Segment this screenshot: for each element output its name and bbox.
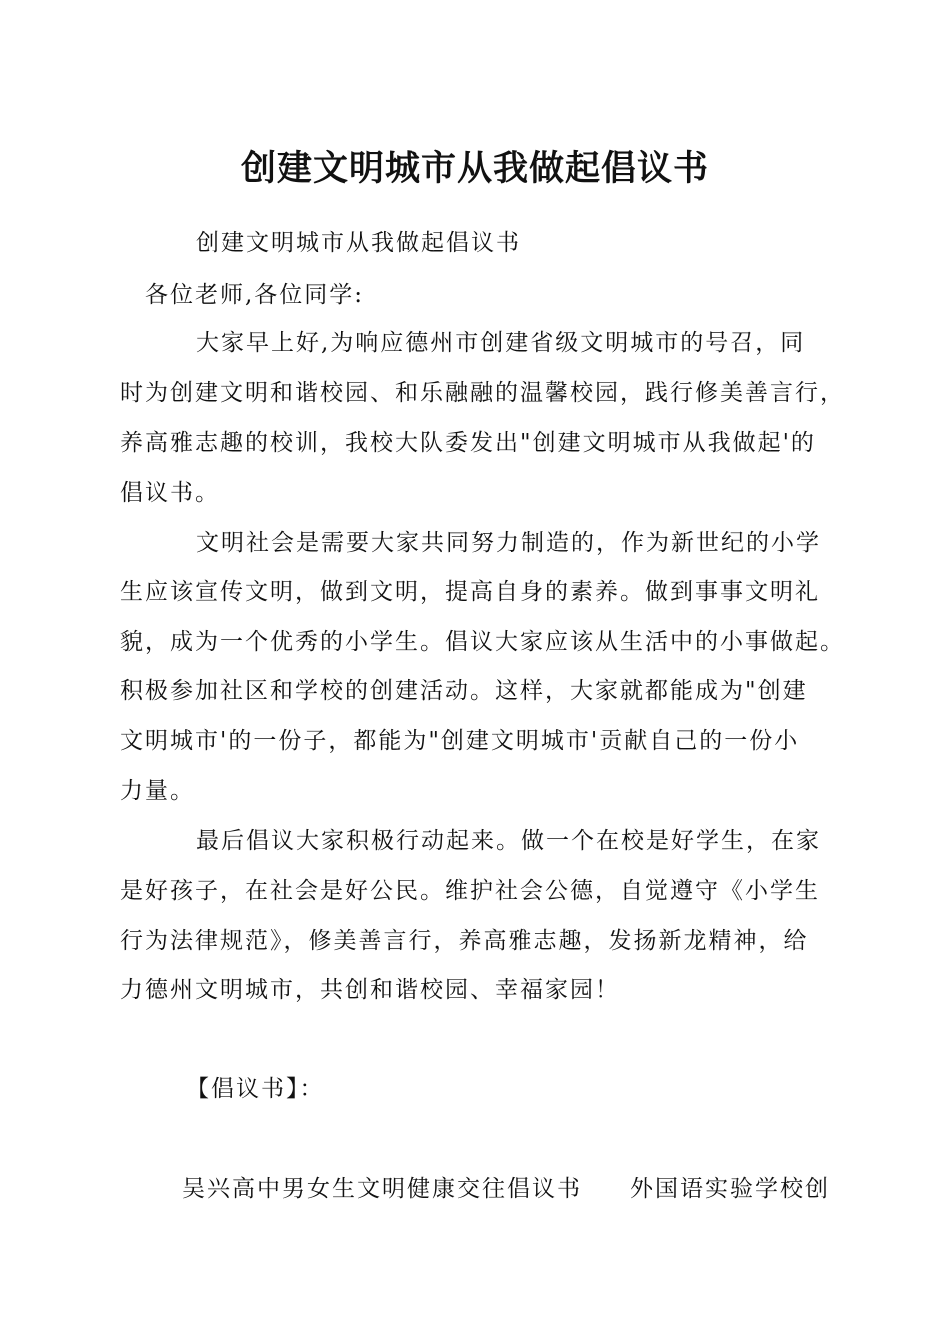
document-subtitle: 创建文明城市从我做起倡议书	[196, 230, 521, 256]
paragraph-line: 时为创建文明和谐校园、和乐融融的温馨校园，践行修美善言行，	[120, 380, 845, 406]
paragraph-line: 文明城市'的一份子，都能为"创建文明城市'贡献自己的一份小	[120, 728, 800, 754]
paragraph-line: 最后倡议大家积极行动起来。做一个在校是好学生，在家	[196, 828, 821, 854]
paragraph-line: 貌，成为一个优秀的小学生。倡议大家应该从生活中的小事做起。	[120, 629, 845, 655]
paragraph-line: 行为法律规范》，修美善言行，养高雅志趣，发扬新龙精神，给	[120, 928, 809, 954]
related-heading: 【倡议书】：	[186, 1076, 325, 1102]
paragraph-line: 大家早上好,为响应德州市创建省级文明城市的号召，同	[196, 330, 806, 356]
paragraph-line: 力德州文明城市，共创和谐校园、幸福家园！	[120, 977, 620, 1003]
related-link[interactable]: 吴兴高中男女生文明健康交往倡议书	[182, 1176, 582, 1202]
paragraph-line: 是好孩子，在社会是好公民。维护社会公德，自觉遵守《小学生	[120, 878, 820, 904]
paragraph-line: 养高雅志趣的校训，我校大队委发出"创建文明城市从我做起'的	[120, 430, 816, 456]
paragraph-line: 生应该宣传文明，做到文明，提高自身的素养。做到事事文明礼	[120, 579, 820, 605]
related-link[interactable]: 外国语实验学校创	[630, 1176, 830, 1202]
paragraph-line: 文明社会是需要大家共同努力制造的，作为新世纪的小学	[196, 530, 821, 556]
salutation: 各位老师,各位同学:	[145, 282, 365, 308]
document-title: 创建文明城市从我做起倡议书	[240, 149, 709, 189]
paragraph-line: 倡议书。	[120, 480, 220, 506]
paragraph-line: 力量。	[120, 778, 195, 804]
paragraph-line: 积极参加社区和学校的创建活动。这样，大家就都能成为"创建	[120, 678, 808, 704]
